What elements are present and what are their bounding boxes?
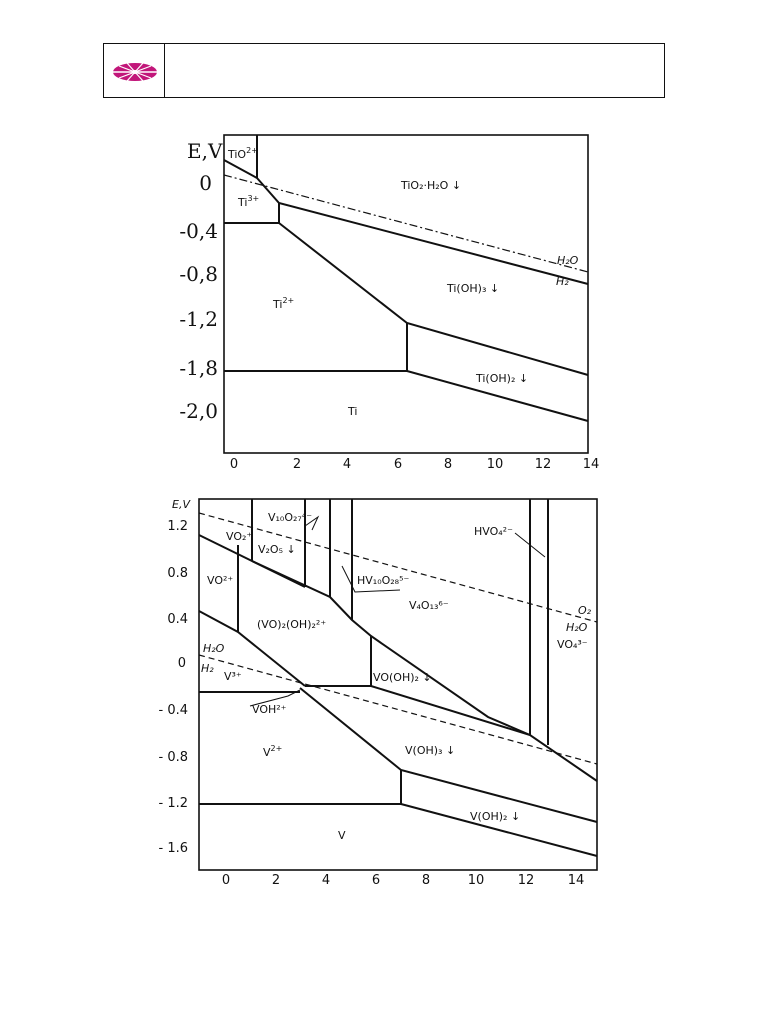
- ti-y-tick: -1,8: [179, 356, 218, 380]
- v-x-tick: 6: [371, 873, 381, 888]
- region-ti: Ti: [348, 405, 358, 418]
- region-v4o13: V₄O₁₃⁶⁻: [409, 599, 449, 612]
- region-vo4: VO₄³⁻: [557, 638, 588, 651]
- ti-x-tick: 12: [534, 457, 552, 472]
- v-y-tick: - 1.6: [158, 841, 188, 856]
- ti-y-tick: -0,4: [179, 219, 218, 243]
- v-x-tick: 8: [421, 873, 431, 888]
- university-crest-icon: [111, 58, 159, 86]
- ti-x-tick: 0: [229, 457, 239, 472]
- ti-x-tick: 10: [486, 457, 504, 472]
- region-v: V: [338, 829, 346, 842]
- v-x-tick: 14: [567, 873, 585, 888]
- v-x-tick: 10: [467, 873, 485, 888]
- label-h2-left: H₂: [201, 662, 214, 675]
- region-vooh2: VO(OH)₂ ↓: [373, 671, 432, 684]
- label-h2: H₂: [556, 275, 569, 288]
- v-oxygen-line: [199, 513, 597, 622]
- region-vo2plus: VO₂⁺: [226, 530, 253, 543]
- v-x-tick: 2: [271, 873, 281, 888]
- label-h2o: H₂O: [557, 254, 579, 267]
- ti-x-tick: 6: [393, 457, 403, 472]
- v-y-tick: 0.8: [167, 566, 188, 581]
- label-o2: O₂: [578, 604, 592, 617]
- ti-y-tick: 0: [199, 171, 212, 195]
- region-vo2-oh2: (VO)₂(OH)₂²⁺: [257, 618, 327, 631]
- ti-x-tick: 4: [342, 457, 352, 472]
- ti-x-tick: 8: [443, 457, 453, 472]
- v-y-tick: 1.2: [167, 519, 188, 534]
- v-x-tick: 0: [221, 873, 231, 888]
- region-tioh3: Ti(OH)₃ ↓: [447, 282, 500, 295]
- v-upper-diagonal: [252, 561, 530, 735]
- region-hvo4: HVO₄²⁻: [474, 525, 513, 538]
- titanium-pourbaix-diagram: [0, 118, 768, 478]
- region-voh3: V(OH)₃ ↓: [405, 744, 456, 757]
- region-v2o5: V₂O₅ ↓: [258, 543, 296, 556]
- region-tioh2: Ti(OH)₂ ↓: [476, 372, 529, 385]
- v-y-tick: 0: [177, 656, 186, 671]
- region-v3plus: V³⁺: [224, 670, 242, 683]
- region-tio2plus: TiO$^{2+}$: [228, 146, 258, 161]
- ti-y-tick: -2,0: [179, 399, 218, 423]
- ti-y-tick: -0,8: [179, 262, 218, 286]
- v-y-axis-title: E,V: [172, 498, 190, 511]
- document-header: [103, 43, 665, 98]
- v-y-tick: - 0.8: [158, 750, 188, 765]
- ti-x-tick: 14: [582, 457, 600, 472]
- v-y-tick: - 1.2: [158, 796, 188, 811]
- label-h2o-left: H₂O: [203, 642, 225, 655]
- region-vo2plus-2: VO²⁺: [207, 574, 234, 587]
- region-hv10o28: HV₁₀O₂₈⁵⁻: [357, 574, 410, 587]
- region-ti3plus: $Ti^{3+}$: [238, 194, 260, 209]
- v-x-tick: 4: [321, 873, 331, 888]
- region-ti2plus: $Ti^{2+}$: [273, 296, 295, 311]
- ti-y-axis-title: E,V: [187, 139, 223, 163]
- vanadium-pourbaix-diagram: [0, 488, 768, 908]
- region-v2plus: $V^{2+}$: [263, 744, 283, 759]
- region-tio2-h2o: TiO₂·H₂O ↓: [401, 179, 462, 192]
- ti-x-tick: 2: [292, 457, 302, 472]
- ti-y-tick: -1,2: [179, 307, 218, 331]
- label-h2o-top: H₂O: [566, 621, 588, 634]
- ti-boundaries: [224, 135, 588, 421]
- v-x-tick: 12: [517, 873, 535, 888]
- tioh3-boundary: [279, 223, 588, 375]
- logo-cell: [104, 44, 165, 97]
- v-y-tick: 0.4: [167, 612, 188, 627]
- v-y-tick: - 0.4: [158, 703, 188, 718]
- region-voh2plus: VOH²⁺: [252, 703, 287, 716]
- region-voh2: V(OH)₂ ↓: [470, 810, 521, 823]
- region-v10o27: V₁₀O₂₇⁴⁻: [268, 511, 313, 524]
